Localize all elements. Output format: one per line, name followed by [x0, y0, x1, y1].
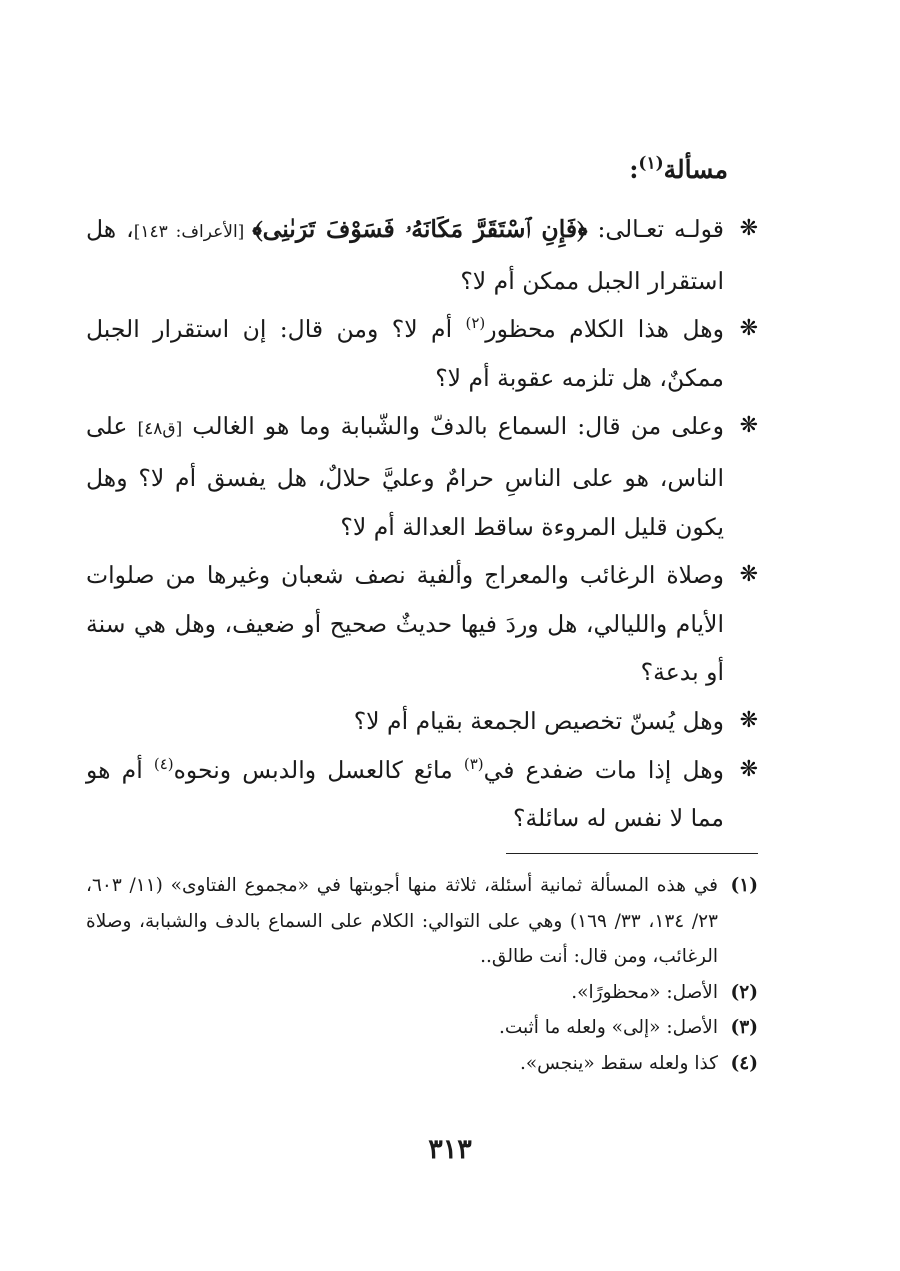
bullet-star-icon: ❋: [739, 707, 758, 733]
footnote-number: (٤): [730, 1052, 758, 1074]
section-heading: [629, 150, 728, 190]
footnote-text: كذا ولعله سقط «ينجس».: [519, 1052, 718, 1074]
question-text: مائع كالعسل والدبس ونحوه: [173, 755, 464, 784]
footnote-number: (٣): [730, 1017, 758, 1039]
footnotes-list: [86, 868, 758, 1082]
heading-colon: :: [629, 155, 639, 184]
question-text: وهل إذا مات ضفدع في: [483, 755, 724, 784]
footnote-text: في هذه المسألة ثمانية أسئلة، ثلاثة منها أجوبتها في «مجموع الفتاوى» (١١/ ٦٠٣، ٢٣/ ١٣٤، ٣٣/ ١٦٩) وهي على التوالي: الكلام على السماع بالدف والشبابة، وصلاة الرغائب، ومن قال: أنت طالق..: [86, 875, 718, 968]
bullet-star-icon: ❋: [739, 216, 758, 241]
bullet-star-icon: ❋: [739, 756, 758, 782]
question-item: [86, 551, 758, 697]
question-text: وصلاة الرغائب والمعراج وألفية نصف شعبان وغيرها من صلوات الأيام والليالي، هل وردَ فيها حديثٌ صحيح أو ضعيف، وهل هي سنة أو بدعة؟: [86, 561, 724, 687]
footnote-item: [86, 975, 758, 1011]
footnote-ref-4: (٤): [153, 754, 174, 773]
footnote-ref-3: (٣): [463, 754, 484, 773]
question-item: [86, 402, 758, 551]
question-text: على الناس، هو على الناسِ حرامٌ وعليَّ حلالٌ، هل يفسق أم لا؟ وهل يكون قليل المروءة ساقط العدالة أم لا؟: [86, 412, 724, 541]
footnote-text: الأصل: «محظورًا».: [571, 981, 718, 1003]
footnote-item: [86, 1010, 758, 1046]
heading-title: مسألة: [663, 155, 728, 184]
question-text: أم لا؟ ومن قال: إن استقرار الجبل ممكنٌ، هل تلزمه عقوبة أم لا؟: [86, 315, 724, 392]
page-number: ٣١٣: [428, 1134, 472, 1165]
manuscript-folio-ref: [ق٤٨]: [137, 419, 183, 440]
bullet-star-icon: ❋: [739, 413, 758, 439]
question-text: أم هو مما لا نفس له سائلة؟: [86, 755, 724, 833]
question-item: [86, 205, 758, 305]
verse-reference: [الأعراف: ١٤٣]: [133, 222, 253, 242]
footnote-divider: [506, 853, 758, 854]
footnote-text: الأصل: «إلى» ولعله ما أثبت.: [498, 1017, 718, 1039]
question-text: قولـه تعـالى:: [587, 215, 724, 243]
question-item: [86, 697, 758, 746]
question-text: وعلى من قال: السماع بالدفّ والشّبابة وما هو الغالب: [182, 412, 724, 441]
question-text: وهل يُسنّ تخصيص الجمعة بقيام أم لا؟: [353, 706, 724, 735]
footnote-item: [86, 868, 758, 975]
footnote-number: (١): [730, 875, 758, 896]
question-item: [86, 305, 758, 402]
question-text: ، هل استقرار الجبل ممكن أم لا؟: [86, 215, 724, 295]
question-item: [86, 746, 758, 843]
quran-verse: ﴿فَإِنِ ٱسْتَقَرَّ مَكَانَهُۥ فَسَوْفَ تَرَىٰنِى﴾: [252, 215, 588, 243]
question-text: وهل هذا الكلام محظور: [485, 315, 724, 344]
footnote-number: (٢): [730, 981, 758, 1003]
footnote-item: [86, 1046, 758, 1082]
footnote-ref-2: (٢): [465, 314, 486, 333]
question-list: [86, 205, 758, 843]
footnote-ref-1: (١): [638, 153, 664, 174]
bullet-star-icon: ❋: [739, 562, 758, 588]
bullet-star-icon: ❋: [739, 316, 758, 342]
